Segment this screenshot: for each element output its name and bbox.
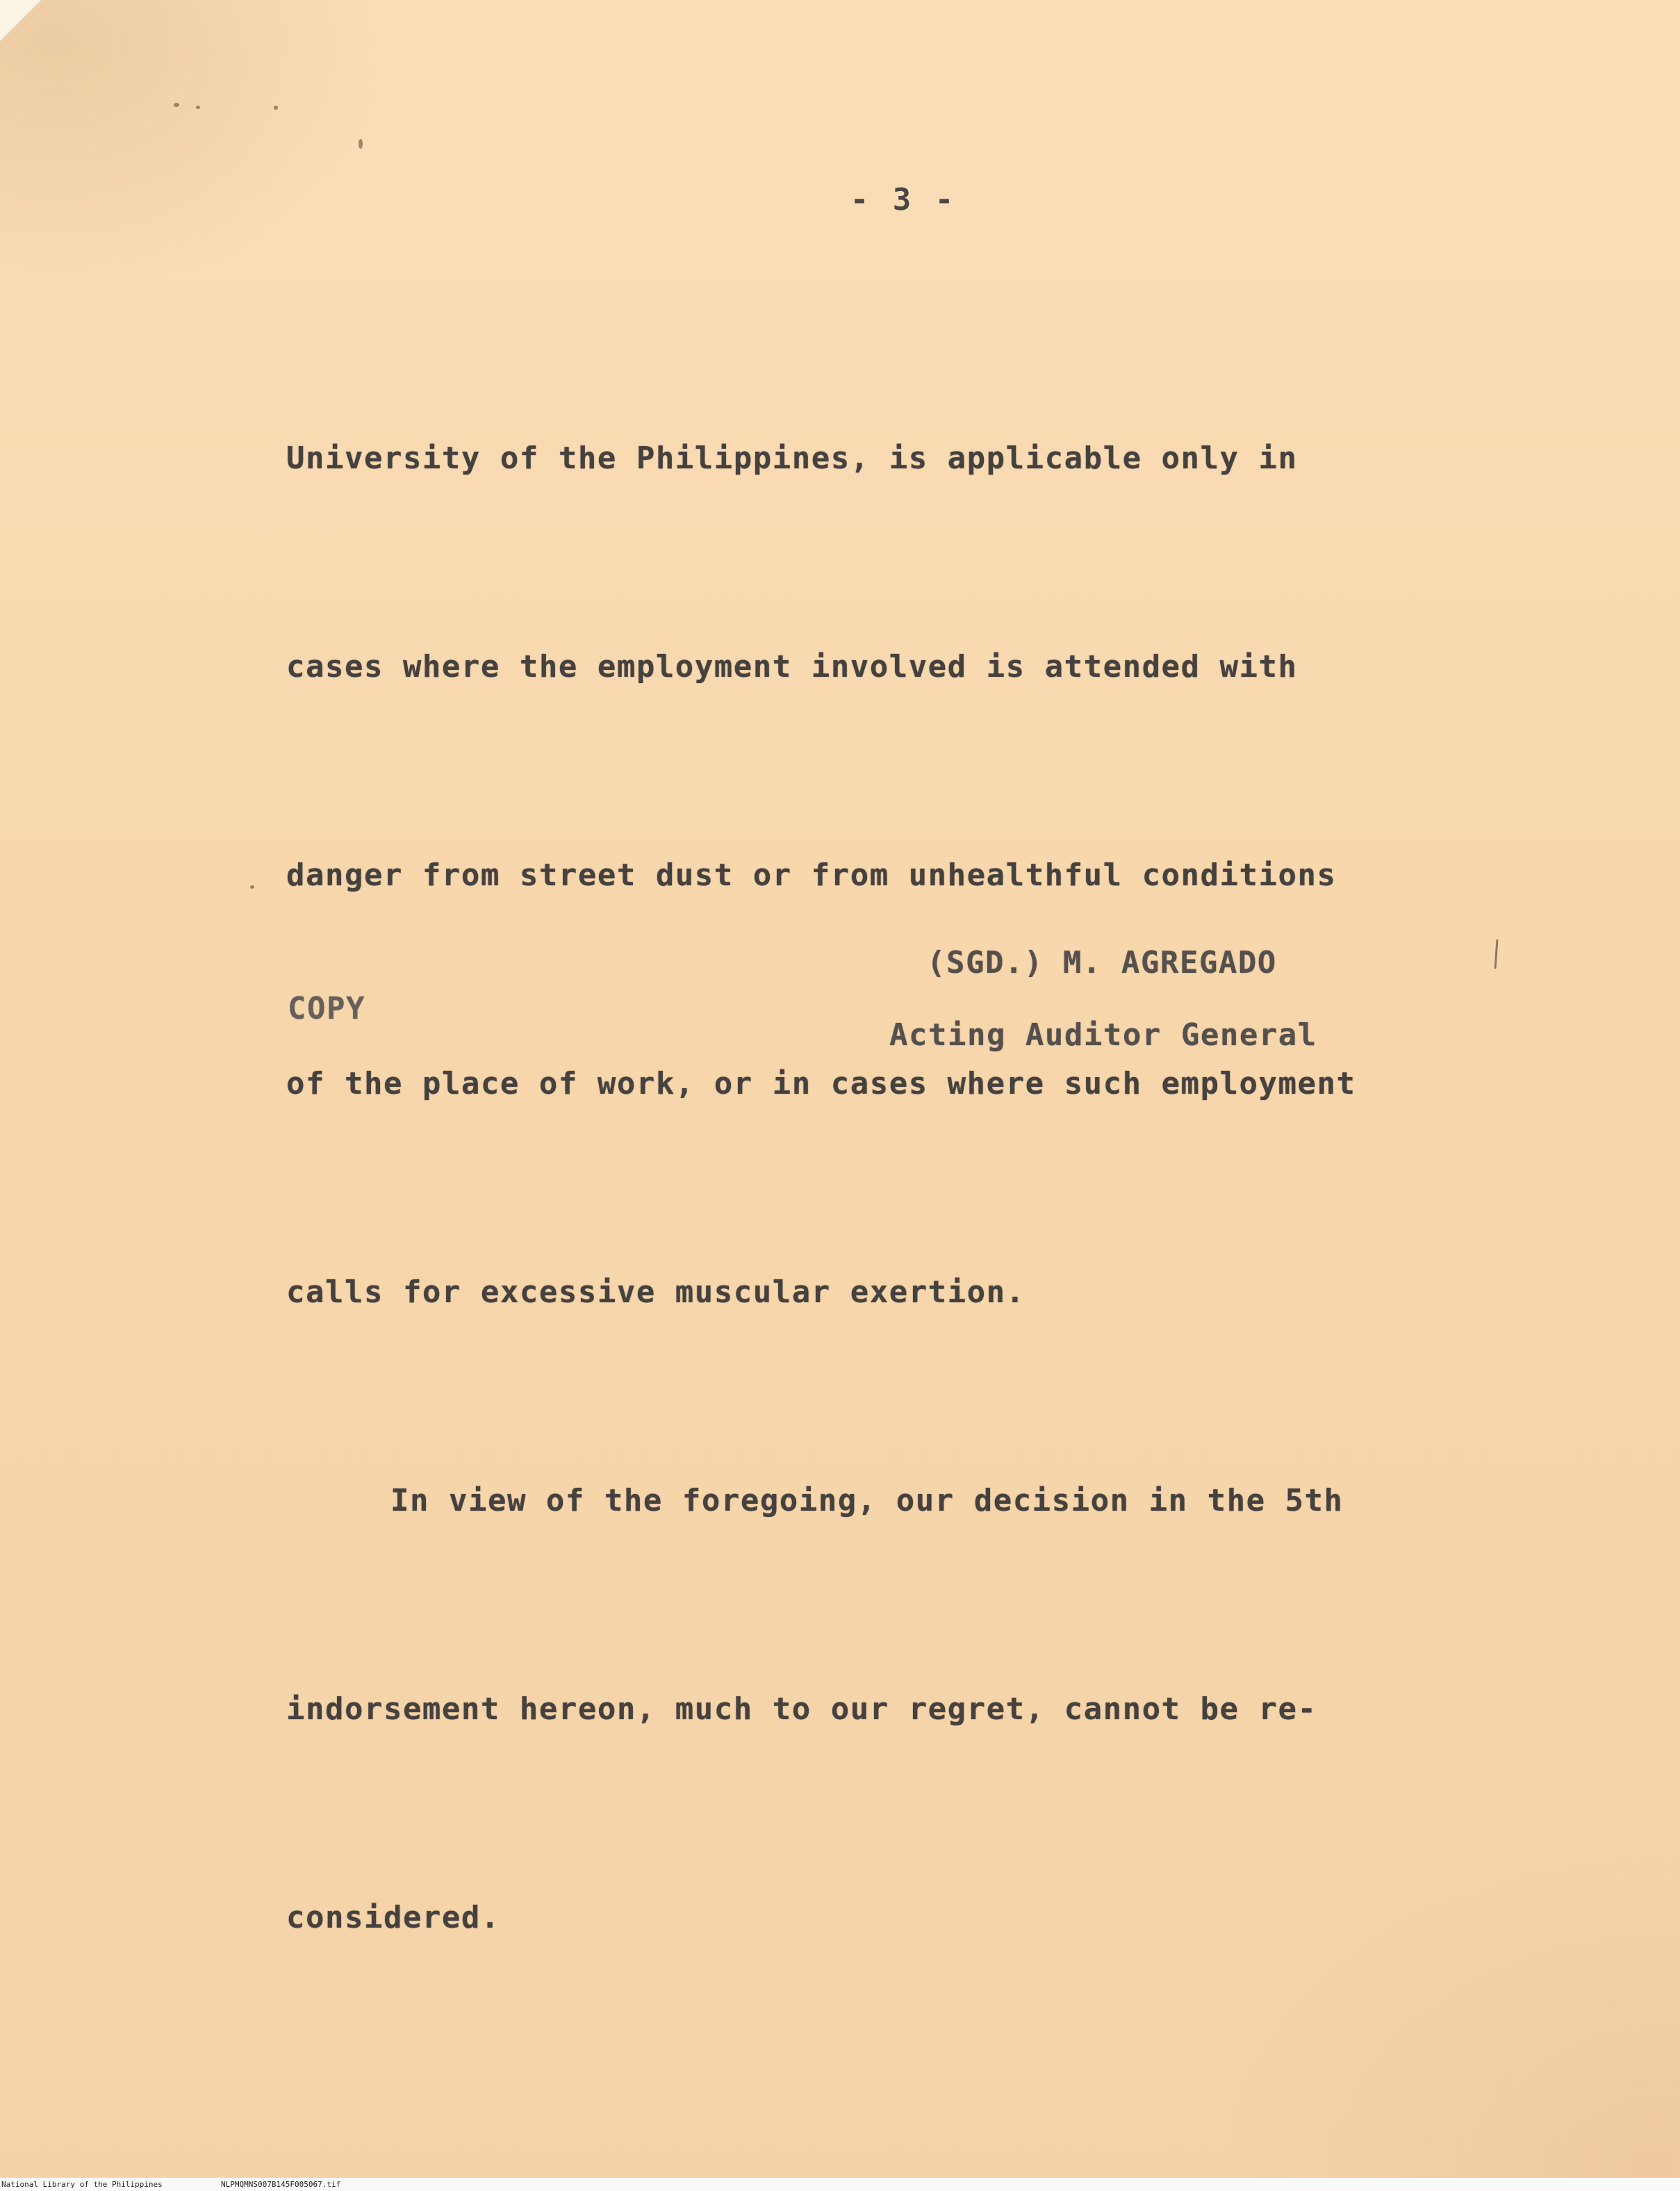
page-number: - 3 - (850, 182, 957, 218)
letter-body (286, 285, 1467, 2092)
paper-speck (250, 885, 254, 889)
body-line: University of the Philippines, is applicable only in (286, 441, 1298, 476)
pencil-mark (1494, 939, 1499, 969)
body-line: calls for excessive muscular exertion. (286, 1274, 1026, 1310)
body-line: danger from street dust or from unhealthful conditions (286, 857, 1337, 893)
scan-footer (0, 2178, 1680, 2191)
scan-filename: NLPMQMNS007B145F005067.tif (221, 2180, 341, 2189)
signatory-title: Acting Auditor General (889, 1017, 1317, 1053)
paper-speck (196, 106, 200, 109)
body-line: In view of the foregoing, our decision in the 5th (390, 1483, 1344, 1518)
signature-block (849, 909, 1317, 1126)
library-credit: National Library of the Philippines (1, 2180, 163, 2189)
paper-speck (174, 103, 179, 107)
body-line: considered. (286, 1900, 500, 1935)
paper-speck (274, 106, 278, 110)
folded-corner (0, 0, 49, 42)
paper-speck (359, 139, 363, 149)
signatory-name: (SGD.) M. AGREGADO (926, 945, 1277, 980)
body-line: cases where the employment involved is attended with (286, 649, 1298, 684)
body-line: of the place of work, or in cases where such employment (286, 1066, 1356, 1101)
copy-stamp: COPY (288, 991, 365, 1026)
body-line: indorsement hereon, much to our regret, cannot be re- (286, 1691, 1317, 1727)
